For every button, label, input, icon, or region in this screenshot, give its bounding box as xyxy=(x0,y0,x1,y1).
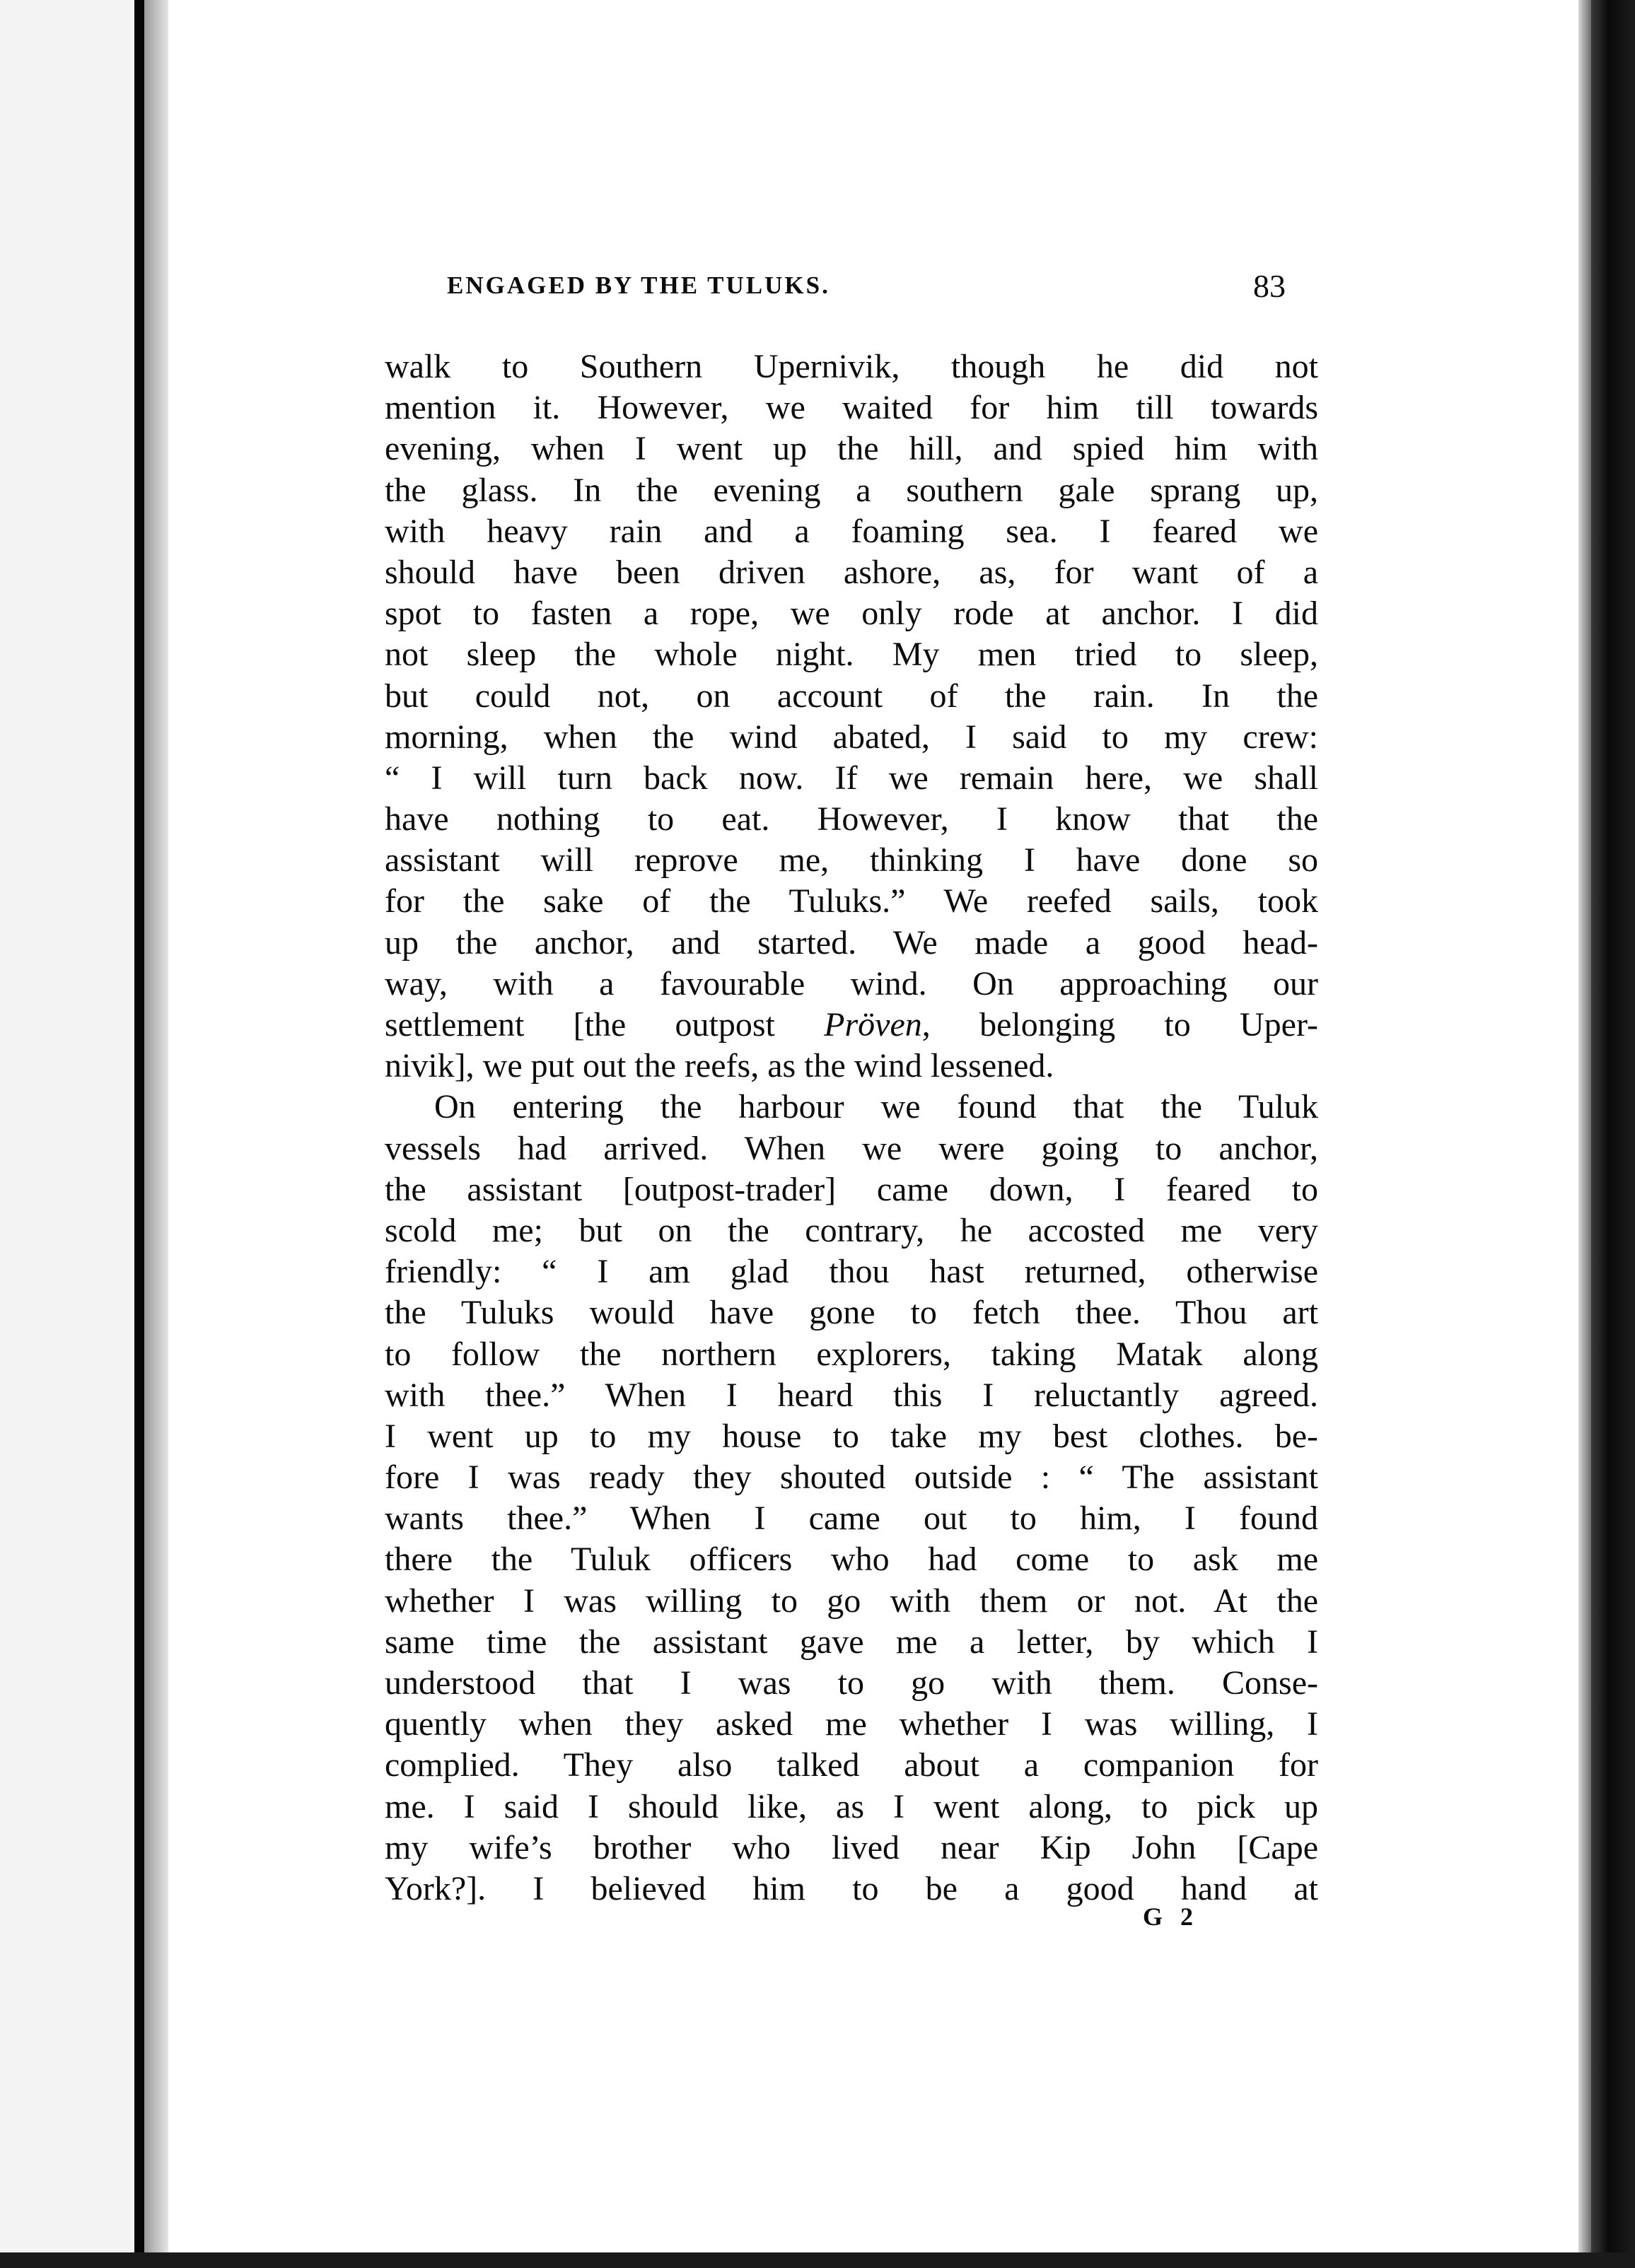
text-line: whether I was willing to go with them or not. At the xyxy=(385,1582,1318,1620)
text-segment: , belonging to Uper- xyxy=(921,1006,1318,1044)
text-line: morning, when the wind abated, I said to my crew: xyxy=(385,718,1318,756)
text-line: wants thee.” When I came out to him, I found xyxy=(385,1500,1318,1538)
text-line: way, with a favourable wind. On approaching our xyxy=(385,964,1318,1003)
text-line: complied. They also talked about a companion for xyxy=(385,1746,1318,1784)
binding-shadow-line xyxy=(134,0,144,2268)
running-title: ENGAGED BY THE TULUKS. xyxy=(447,271,830,299)
text-line: fore I was ready they shouted outside : “ The assistant xyxy=(385,1459,1318,1497)
body-text xyxy=(385,346,1318,1910)
running-head xyxy=(447,267,1296,317)
page-number: 83 xyxy=(1253,268,1286,304)
text-line: friendly: “ I am glad thou hast returned, otherwise xyxy=(385,1253,1318,1291)
text-line: for the sake of the Tuluks.” We reefed sails, took xyxy=(385,882,1318,920)
right-book-edge xyxy=(1591,0,1635,2268)
text-line: but could not, on account of the rain. In the xyxy=(385,677,1318,715)
text-line: assistant will reprove me, thinking I have done so xyxy=(385,841,1318,879)
text-line: scold me; but on the contrary, he accosted me very xyxy=(385,1211,1318,1249)
text-line: to follow the northern explorers, taking Matak along xyxy=(385,1335,1318,1373)
text-line: my wife’s brother who lived near Kip John [Cape xyxy=(385,1828,1318,1866)
gutter-shadow xyxy=(144,0,168,2268)
text-line: the glass. In the evening a southern gale sprang up, xyxy=(385,471,1318,509)
text-line: should have been driven ashore, as, for want of a xyxy=(385,553,1318,591)
text-line: spot to fasten a rope, we only rode at anchor. I did xyxy=(385,595,1318,633)
paragraph-start-line: On entering the harbour we found that the Tuluk xyxy=(434,1088,1318,1126)
text-line: vessels had arrived. When we were going to anchor, xyxy=(385,1129,1318,1167)
text-line: mention it. However, we waited for him till towards xyxy=(385,389,1318,427)
text-line: there the Tuluk officers who had come to ask me xyxy=(385,1541,1318,1579)
text-line: not sleep the whole night. My men tried to sleep, xyxy=(385,636,1318,674)
text-line: York?]. I believed him to be a good hand at xyxy=(385,1869,1318,1907)
text-line: walk to Southern Upernivik, though he did not xyxy=(385,348,1318,385)
right-page-shadow xyxy=(1578,0,1591,2268)
text-line: have nothing to eat. However, I know that the xyxy=(385,800,1318,838)
text-line: the Tuluks would have gone to fetch thee. Thou art xyxy=(385,1294,1318,1332)
text-line: understood that I was to go with them. Conse- xyxy=(385,1664,1318,1702)
left-page-edge xyxy=(0,0,141,2268)
text-line: me. I said I should like, as I went along, to pick up xyxy=(385,1787,1318,1825)
text-line: evening, when I went up the hill, and spied him with xyxy=(385,430,1318,468)
text-line: “ I will turn back now. If we remain here, we shall xyxy=(385,759,1318,797)
text-line: same time the assistant gave me a letter, by which I xyxy=(385,1623,1318,1661)
text-line-with-italic xyxy=(385,1005,1318,1046)
text-line: the assistant [outpost-trader] came down, I feared to xyxy=(385,1170,1318,1208)
text-line: with thee.” When I heard this I reluctantly agreed. xyxy=(385,1376,1318,1414)
italic-place-name: Pröven xyxy=(824,1006,922,1044)
signature-mark: G 2 xyxy=(1143,1902,1199,1931)
bottom-book-edge xyxy=(0,2252,1635,2268)
text-line: with heavy rain and a foaming sea. I feared we xyxy=(385,512,1318,550)
text-segment: settlement [the outpost xyxy=(385,1006,825,1044)
text-line: I went up to my house to take my best clothes. be- xyxy=(385,1417,1318,1455)
text-line: quently when they asked me whether I was willing, I xyxy=(385,1705,1318,1743)
text-line: up the anchor, and started. We made a good head- xyxy=(385,923,1318,961)
text-line: nivik], we put out the reefs, as the wind lessened. xyxy=(385,1047,1054,1085)
